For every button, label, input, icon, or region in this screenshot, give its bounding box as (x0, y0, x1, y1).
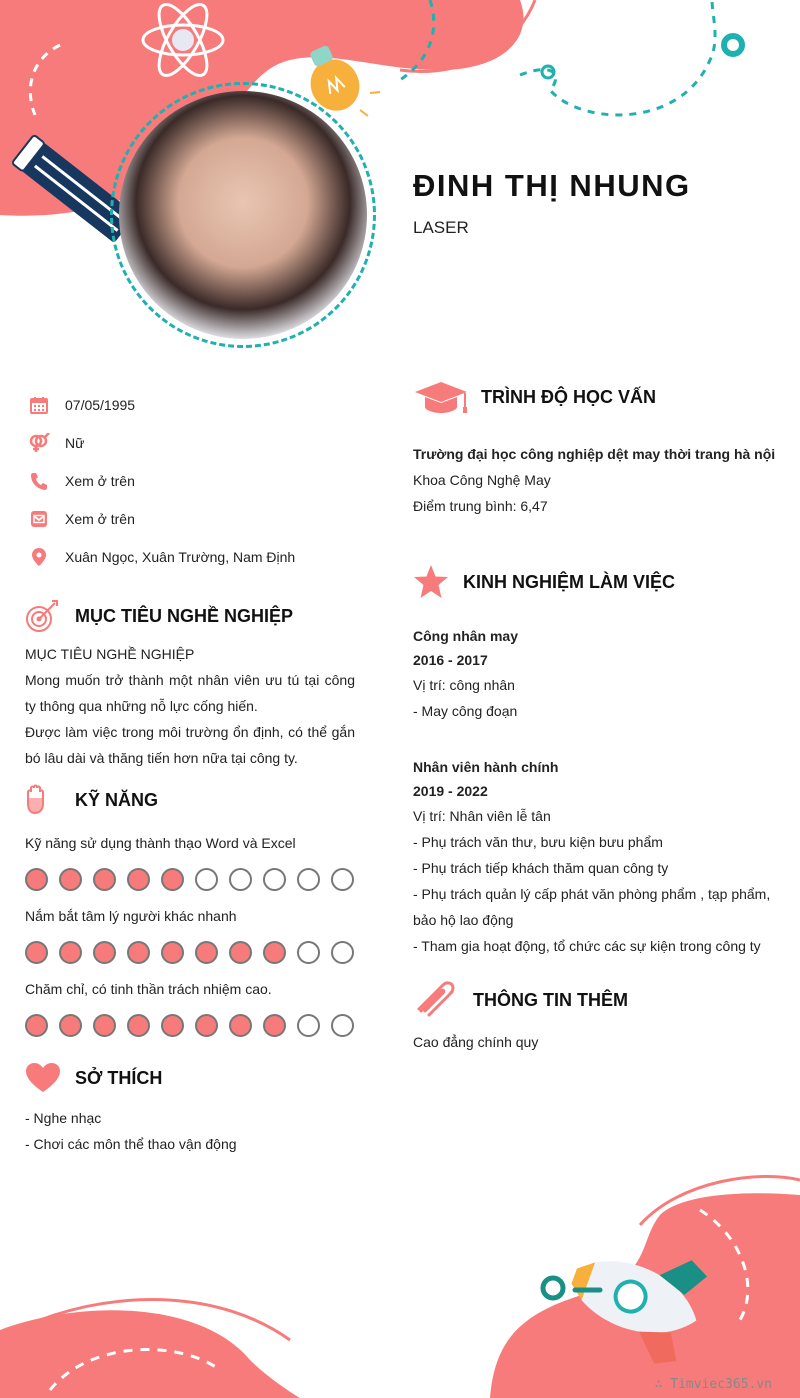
target-icon (25, 596, 69, 636)
email-icon (28, 508, 50, 530)
heart-icon (25, 1058, 69, 1098)
objective-line: MỤC TIÊU NGHỀ NGHIỆP (25, 646, 195, 662)
job-line: Vị trí: Nhân viên lễ tân (413, 808, 551, 824)
additional-body (413, 1029, 783, 1055)
rating-dot-filled (127, 1014, 150, 1037)
skills-list (25, 832, 355, 1051)
contact-address (28, 538, 295, 576)
phone-icon (28, 470, 50, 492)
contact-phone (28, 462, 295, 500)
skill-name: Nắm bắt tâm lý người khác nhanh (25, 908, 237, 924)
location-pin-icon (28, 546, 50, 568)
hand-icon (25, 780, 69, 820)
job-line: - Phụ trách văn thư, bưu kiện bưu phẩm (413, 834, 663, 850)
contact-text: 07/05/1995 (65, 397, 136, 413)
section-title: KỸ NĂNG (75, 789, 159, 810)
rating-dot-empty (263, 868, 286, 891)
additional-heading (413, 980, 628, 1020)
job-line: - Phụ trách tiếp khách thăm quan công ty (413, 860, 669, 876)
skill-item (25, 905, 355, 964)
hobbies-heading (25, 1058, 162, 1098)
rating-dot-filled (59, 868, 82, 891)
job-line: - May công đoạn (413, 703, 518, 719)
hobby-line: - Chơi các môn thể thao vận động (25, 1136, 237, 1152)
skill-name: Chăm chỉ, có tinh thần trách nhiệm cao. (25, 981, 272, 997)
rating-dot-filled (25, 941, 48, 964)
rating-dot-empty (331, 941, 354, 964)
section-title: THÔNG TIN THÊM (473, 989, 628, 1010)
objective-body (25, 641, 355, 771)
objective-line: Được làm việc trong môi trường ổn định, có thể gắn bó lâu dài và thăng tiến hơn nữa tại công ty. (25, 724, 355, 766)
graduation-cap-icon (413, 377, 475, 417)
job-period: 2016 - 2017 (413, 652, 488, 668)
contact-text: Xem ở trên (65, 473, 135, 489)
rating-dot-empty (331, 1014, 354, 1037)
rating-dot-filled (161, 1014, 184, 1037)
contact-gender (28, 424, 295, 462)
education-body (413, 441, 783, 519)
job-line: - Tham gia hoạt động, tổ chức các sự kiện trong công ty (413, 938, 761, 954)
rating-dot-filled (263, 1014, 286, 1037)
job-title: Nhân viên hành chính (413, 759, 559, 775)
education-heading (413, 377, 656, 417)
rating-dot-filled (25, 1014, 48, 1037)
contact-email (28, 500, 295, 538)
rating-dot-filled (25, 868, 48, 891)
rating-dot-filled (93, 1014, 116, 1037)
rating-dot-filled (229, 941, 252, 964)
skill-item (25, 978, 355, 1037)
rating-dot-filled (195, 941, 218, 964)
rating-dot-empty (297, 1014, 320, 1037)
rating-dot-filled (127, 941, 150, 964)
job-period: 2019 - 2022 (413, 783, 488, 799)
rating-dot-filled (59, 941, 82, 964)
rating-dot-empty (297, 941, 320, 964)
skill-rating (25, 1014, 355, 1037)
school-name: Trường đại học công nghiệp dệt may thời trang hà nội (413, 446, 776, 462)
rating-dot-empty (229, 868, 252, 891)
section-title: MỤC TIÊU NGHỀ NGHIỆP (75, 605, 294, 626)
candidate-name: ĐINH THỊ NHUNG (413, 168, 691, 203)
contact-list (28, 386, 295, 576)
rating-dot-filled (161, 941, 184, 964)
hobby-line: - Nghe nhạc (25, 1110, 102, 1126)
skill-name: Kỹ năng sử dụng thành thạo Word và Excel (25, 835, 296, 851)
rating-dot-filled (263, 941, 286, 964)
objective-line: Mong muốn trở thành một nhân viên ưu tú tại công ty thông qua những nỗ lực cống hiến. (25, 672, 355, 714)
experience-heading (413, 562, 675, 602)
star-icon (413, 562, 457, 602)
section-title: KINH NGHIỆM LÀM VIỆC (463, 571, 676, 592)
job-title: Công nhân may (413, 628, 519, 644)
profile-photo (119, 91, 367, 339)
contact-birthdate (28, 386, 295, 424)
candidate-position: LASER (413, 218, 469, 237)
section-title: SỞ THÍCH (75, 1067, 163, 1088)
watermark (655, 1377, 772, 1392)
skill-rating (25, 941, 355, 964)
faculty: Khoa Công Nghệ May (413, 472, 551, 488)
section-title: TRÌNH ĐỘ HỌC VẤN (481, 386, 656, 407)
calendar-icon (28, 394, 50, 416)
rating-dot-empty (297, 868, 320, 891)
gender-icon (28, 432, 50, 454)
hobbies-body (25, 1105, 355, 1157)
rating-dot-empty (331, 868, 354, 891)
job-line: - Phụ trách quản lý cấp phát văn phòng phẩm , tạp phẩm, bảo hộ lao động (413, 886, 771, 928)
rating-dot-filled (195, 1014, 218, 1037)
job-line: Vị trí: công nhân (413, 677, 515, 693)
rating-dot-filled (229, 1014, 252, 1037)
rating-dot-filled (161, 868, 184, 891)
watermark-text: Timviec365.vn (670, 1377, 772, 1392)
rating-dot-empty (195, 868, 218, 891)
skill-rating (25, 868, 355, 891)
additional-text: Cao đẳng chính quy (413, 1034, 539, 1050)
rating-dot-filled (59, 1014, 82, 1037)
contact-text: Xuân Ngọc, Xuân Trường, Nam Định (65, 549, 296, 565)
gpa: Điểm trung bình: 6,47 (413, 498, 548, 514)
experience-job-2 (413, 755, 783, 959)
rating-dot-filled (93, 868, 116, 891)
watermark-icon: ∴ (654, 1377, 671, 1392)
paperclip-icon (413, 980, 467, 1020)
objective-heading (25, 596, 293, 636)
experience-job-1 (413, 624, 783, 724)
contact-text: Xem ở trên (65, 511, 135, 527)
profile-photo-frame (110, 82, 376, 348)
rating-dot-filled (127, 868, 150, 891)
rating-dot-filled (93, 941, 116, 964)
skill-item (25, 832, 355, 891)
contact-text: Nữ (65, 435, 85, 451)
skills-heading (25, 780, 158, 820)
